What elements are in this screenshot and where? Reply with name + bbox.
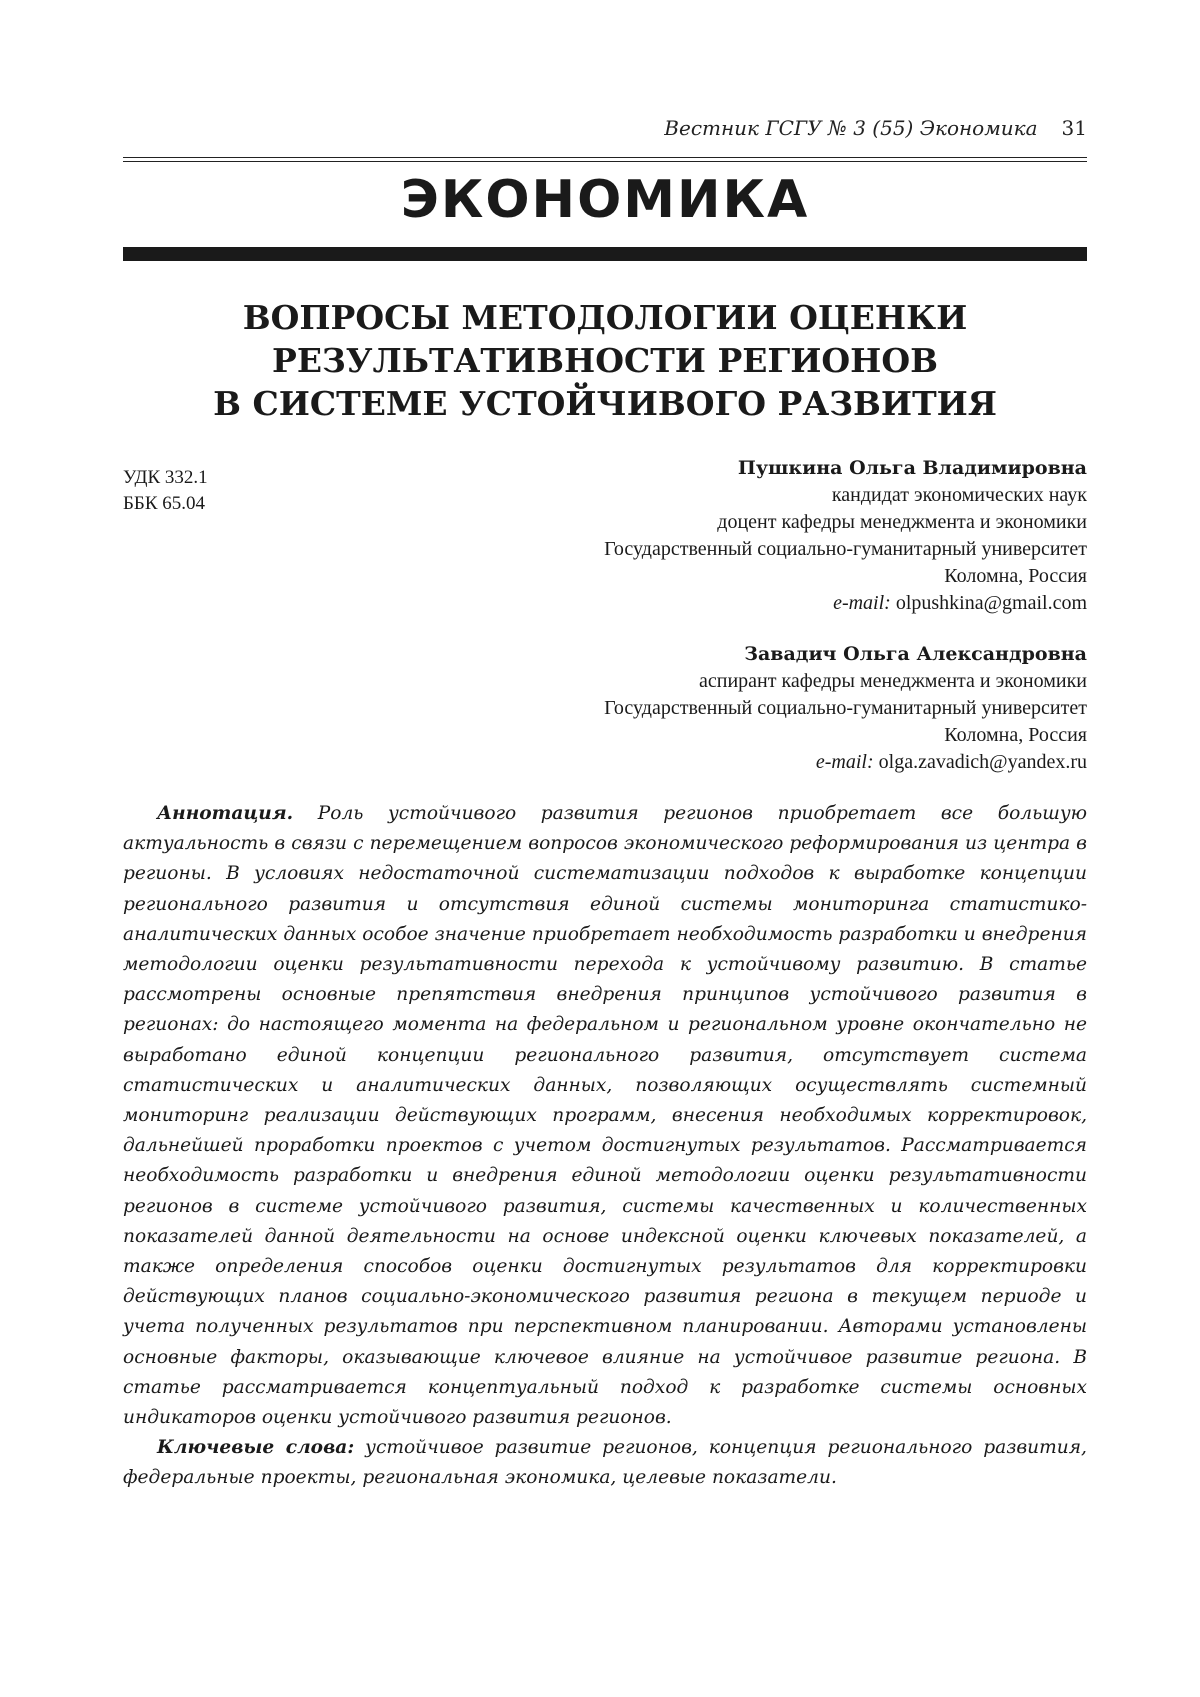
- udk-code: УДК 332.1: [123, 467, 208, 488]
- article-title: [123, 296, 1087, 425]
- author-name: Пушкина Ольга Владимировна: [737, 457, 1087, 479]
- author-affiliation-line: аспирант кафедры менеджмента и экономики: [699, 670, 1087, 692]
- section-rule: [123, 247, 1087, 261]
- author-email-line: [387, 590, 1087, 617]
- page-number: 31: [1061, 116, 1087, 140]
- author-email-line: [387, 749, 1087, 776]
- abstract-section: [123, 799, 1087, 1494]
- author-affiliation-line: Государственный социально-гуманитарный университет: [604, 697, 1087, 719]
- email-label: e-mail:: [833, 592, 891, 614]
- article-title-line: ВОПРОСЫ МЕТОДОЛОГИИ ОЦЕНКИ: [242, 298, 968, 337]
- article-title-line: РЕЗУЛЬТАТИВНОСТИ РЕГИОНОВ: [272, 341, 938, 380]
- author-block: [387, 641, 1087, 776]
- author-block: [387, 455, 1087, 617]
- keywords-label: Ключевые слова:: [157, 1437, 355, 1459]
- article-title-line: В СИСТЕМЕ УСТОЙЧИВОГО РАЗВИТИЯ: [213, 384, 997, 423]
- author-affiliation-line: кандидат экономических наук: [831, 484, 1087, 506]
- author-name: Завадич Ольга Александровна: [744, 643, 1087, 665]
- section-title: ЭКОНОМИКА: [400, 170, 810, 230]
- classification-codes: [123, 465, 208, 517]
- author-affiliation-line: Коломна, Россия: [944, 565, 1087, 587]
- abstract-label: Аннотация.: [157, 803, 294, 824]
- author-affiliation-line: доцент кафедры менеджмента и экономики: [717, 511, 1087, 533]
- bbk-code: ББК 65.04: [123, 493, 205, 514]
- email-label: e-mail:: [815, 751, 874, 773]
- header-rule: [123, 157, 1087, 162]
- author-email[interactable]: olga.zavadich@yandex.ru: [878, 751, 1087, 773]
- journal-name: Вестник ГСГУ № 3 (55) Экономика: [664, 116, 1038, 140]
- running-header: [387, 116, 1087, 140]
- keywords-text: устойчивое развитие регионов, концепция регионального развития, федеральные проекты, региональная экономика, целевые показатели.: [123, 1437, 1087, 1489]
- keywords-paragraph: [123, 1433, 1087, 1493]
- abstract-text: Роль устойчивого развития регионов приобретает все большую актуальность в связи с перемещением вопросов экономического реформирования из центра в регионы. В условиях недостаточной систематизации подходов к выработке концепции регионального развития и отсутствия единой системы мониторинга статистико-аналитических данных особое значение приобретает необходимость разработки и внедрения методологии оценки результативности перехода к устойчивому развитию. В статье рассмотрены основные препятствия внедрения принципов устойчивого развития в регионах: до настоящего момента на федеральном и региональном уровне окончательно не выработано единой концепции регионального развития, отсутствует система статистических и аналитических данных, позволяющих осуществлять системный мониторинг реализации действующих программ, внесения необходимых корректировок, дальнейшей проработки проектов с учетом достигнутых результатов. Рассматривается необходимость разработки и внедрения единой методологии оценки результативности регионов в системе устойчивого развития, системы качественных и количественных показателей данной деятельности на основе индексной оценки ключевых показателей, а также определения способов оценки достигнутых результатов для корректировки действующих планов социально-экономического развития региона в текущем периоде и учета полученных результатов при перспективном планировании. Авторами установлены основные факторы, оказывающие ключевое влияние на устойчивое развитие региона. В статье рассматривается концептуальный подход к разработке системы основных индикаторов оценки устойчивого развития регионов.: [123, 803, 1087, 1429]
- author-email[interactable]: olpushkina@gmail.com: [895, 592, 1087, 614]
- abstract-paragraph: [123, 799, 1087, 1433]
- author-affiliation-line: Государственный социально-гуманитарный университет: [604, 538, 1087, 560]
- journal-page: [123, 0, 1087, 1697]
- author-affiliation-line: Коломна, Россия: [944, 724, 1087, 746]
